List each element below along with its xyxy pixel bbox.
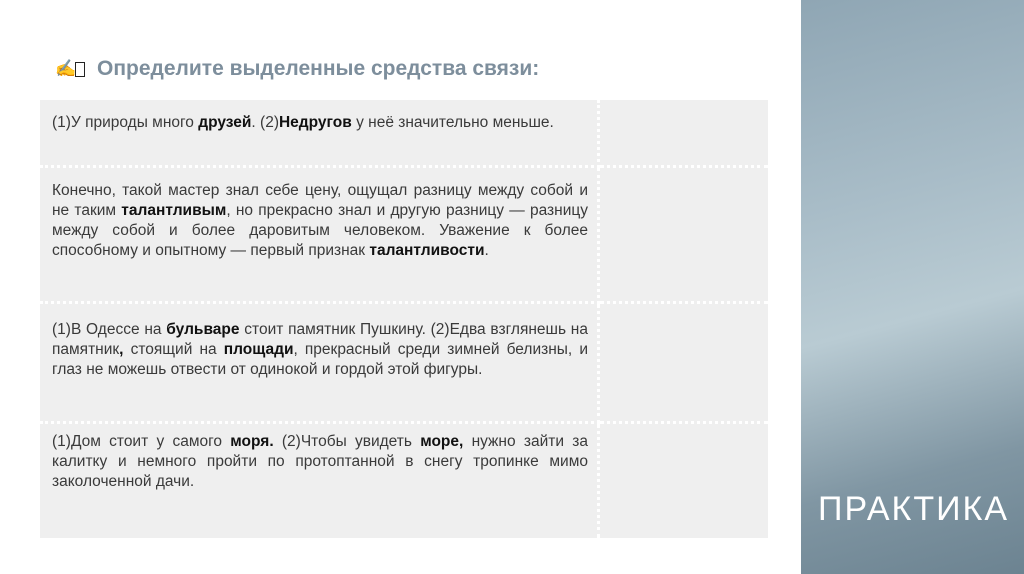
highlighted-word: море, <box>420 433 464 450</box>
text-fragment: нужно зайти за калитку и немного пройти по протоптанной в снегу тропинке мимо заколоченной дачи. <box>52 433 588 490</box>
table-cell-text-2 <box>40 168 600 304</box>
table-cell-text-3 <box>40 304 600 424</box>
highlighted-word: Недругов <box>278 114 352 131</box>
table-cell-text-1 <box>40 100 600 168</box>
exercise-text-4 <box>52 432 588 492</box>
text-fragment: (2)Чтобы увидеть <box>273 433 421 450</box>
exercise-text-3 <box>52 320 588 380</box>
highlighted-word: площади <box>223 341 294 358</box>
text-fragment: (1)Дом стоит у самого <box>52 433 231 450</box>
highlighted-word: талантливым <box>121 202 227 219</box>
text-fragment: Конечно, такой мастер знал себе цену, ощущал разницу между собой и не таким <box>52 182 588 219</box>
highlighted-word: бульваре <box>166 321 240 338</box>
highlighted-word: моря. <box>230 433 274 450</box>
task-heading <box>55 54 539 84</box>
table-cell-answer-3 <box>600 304 768 424</box>
table-cell-answer-1 <box>600 100 768 168</box>
text-fragment: (1)У природы много <box>52 114 199 131</box>
text-fragment: , но прекрасно знал и другую разницу — разницу между собой и более даровитым человеком. Уважение к более способному и опытному — первый признак <box>52 202 588 259</box>
text-fragment: . <box>484 242 489 259</box>
text-fragment: . (2) <box>251 114 279 131</box>
side-panel <box>801 0 1024 574</box>
writing-hand-icon: ✍ <box>55 59 77 78</box>
table-cell-answer-2 <box>600 168 768 304</box>
highlighted-word: друзей <box>198 114 252 131</box>
text-fragment: стоящий на <box>123 341 224 358</box>
heading-text: Определите выделенные средства связи: <box>97 57 540 80</box>
table-cell-text-4 <box>40 424 600 538</box>
text-fragment: у неё значительно меньше. <box>351 114 554 131</box>
highlighted-comma: , <box>119 341 124 358</box>
panel-title: ПРАКТИКА <box>818 490 1010 528</box>
exercise-table <box>40 100 768 538</box>
highlighted-word: талантливости <box>369 242 485 259</box>
exercise-text-2 <box>52 181 588 261</box>
missing-glyph-icon <box>75 62 85 77</box>
text-fragment: , прекрасный среди зимней белизны, и глаз не можешь отвести от одинокой и гордой этой фигуры. <box>52 341 588 378</box>
text-fragment: стоит памятник Пушкину. (2)Едва взглянешь на памятник <box>52 321 588 358</box>
table-cell-answer-4 <box>600 424 768 538</box>
exercise-text-1 <box>52 113 588 133</box>
text-fragment: (1)В Одессе на <box>52 321 167 338</box>
